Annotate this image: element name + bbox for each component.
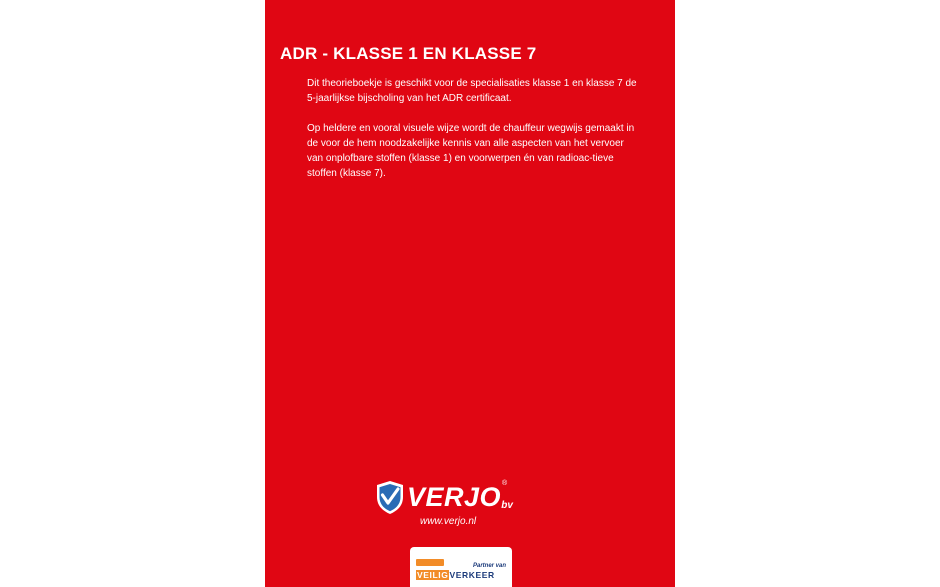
cover-title: ADR - KLASSE 1 EN KLASSE 7 [280, 44, 537, 63]
brand-url: www.verjo.nl [420, 516, 477, 527]
registered-mark: ® [502, 480, 508, 487]
brand-name: VERJO [407, 482, 502, 512]
partner-name-part1: VEILIG [417, 570, 449, 580]
partner-name [416, 570, 495, 580]
verjo-logo [375, 478, 545, 528]
brand-suffix: bv [501, 500, 513, 511]
description-paragraph-1: Dit theorieboekje is geschikt voor de specialisaties klasse 1 en klasse 7 de 5-jaarlijkse bijscholing van het ADR certificaat. [307, 78, 637, 104]
partner-name-part2: VERKEER [449, 570, 495, 580]
description-paragraph-2: Op heldere en vooral visuele wijze wordt de chauffeur wegwijs gemaakt in de voor de hem noodzakelijke kennis van alle aspecten van het vervoer van onplofbare stoffen (klasse 1) en voorwerpen én van radioac-tieve stoffen (klasse 7). [307, 123, 635, 179]
shield-check-icon [375, 480, 405, 515]
cover-description [307, 76, 637, 196]
partner-badge [410, 547, 512, 587]
partner-label: Partner van [472, 563, 506, 569]
book-back-cover [265, 0, 675, 587]
partner-stripe [416, 559, 444, 566]
